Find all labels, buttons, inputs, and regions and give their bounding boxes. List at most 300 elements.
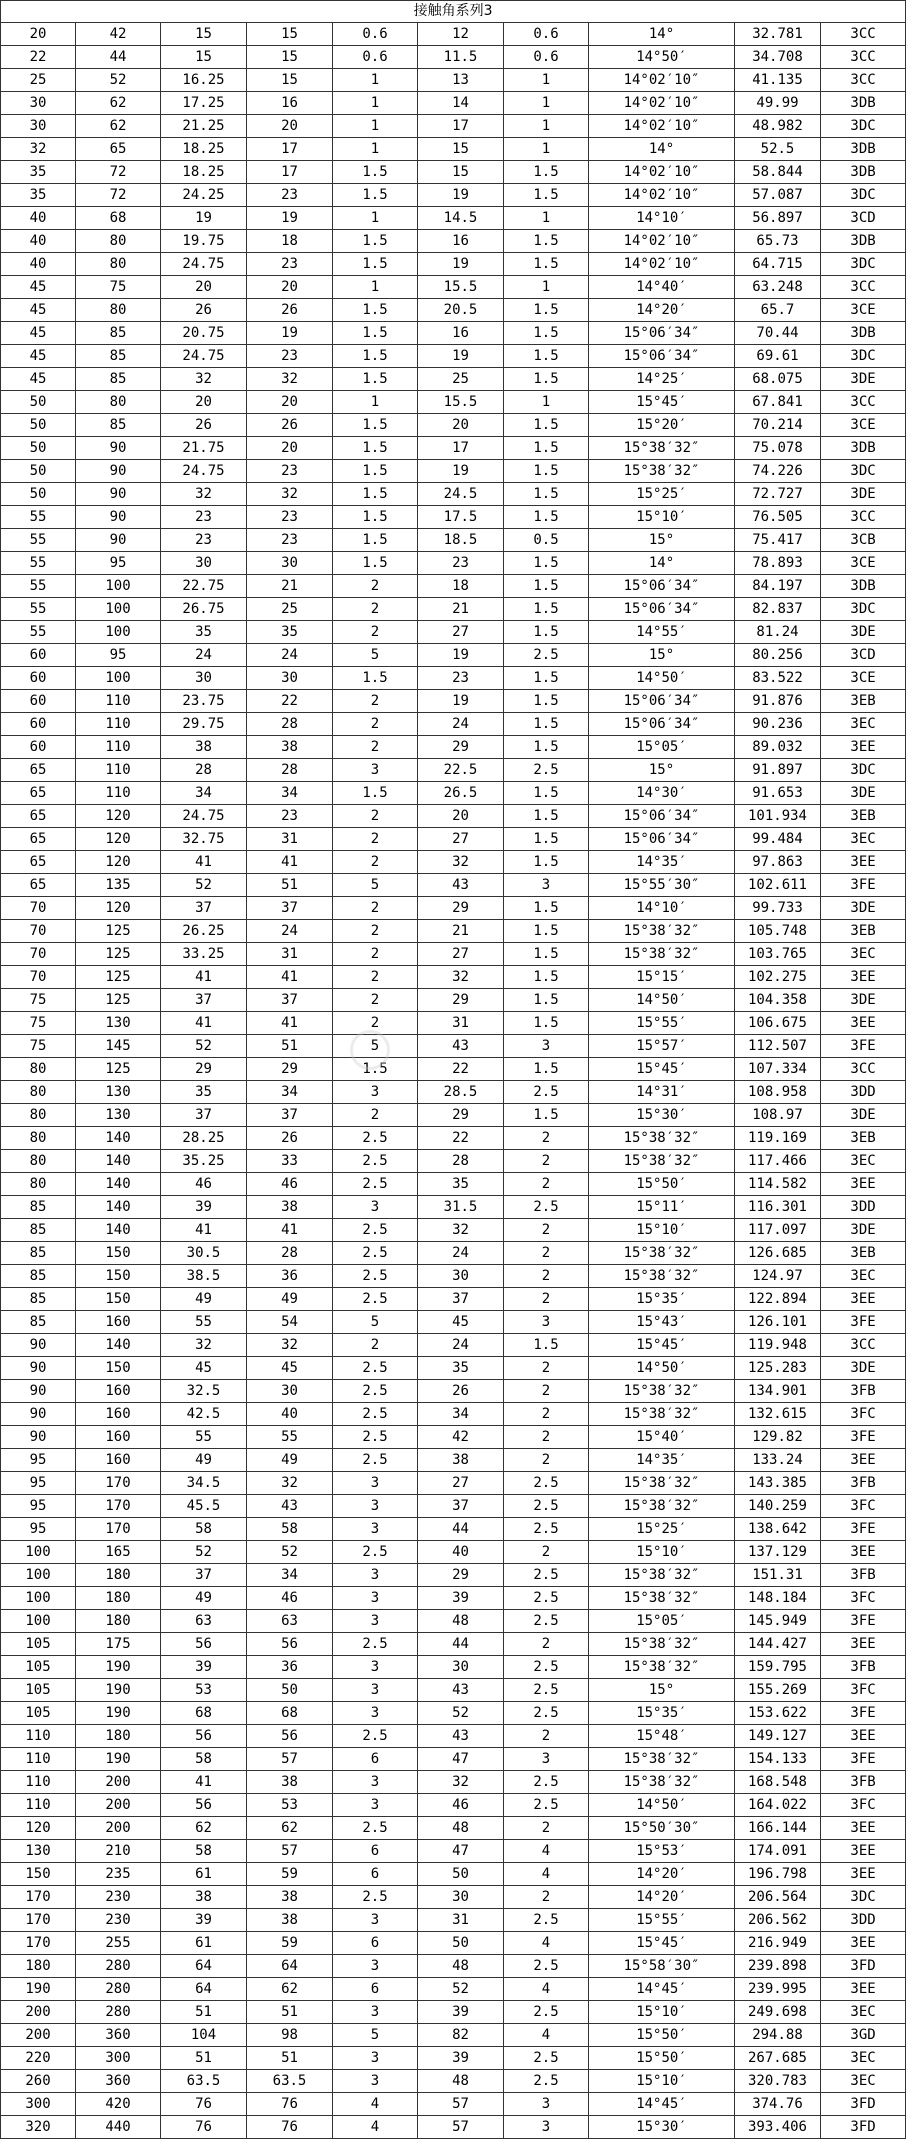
table-cell-col-7: 3 [504,2116,589,2139]
table-cell-col-10: 3CE [821,552,906,575]
table-cell-col-9: 126.101 [735,1311,821,1334]
table-cell-col-2: 85 [76,345,161,368]
table-row [1,1265,906,1288]
table-cell-col-9: 107.334 [735,1058,821,1081]
table-cell-col-8: 15°38′32″ [589,1150,735,1173]
table-row [1,1794,906,1817]
table-cell-col-9: 249.698 [735,2001,821,2024]
table-cell-col-2: 280 [76,1978,161,2001]
table-cell-col-7: 2 [504,1150,589,1173]
table-cell-col-5: 4 [333,2093,418,2116]
table-cell-col-8: 15°55′ [589,1909,735,1932]
table-cell-col-9: 91.876 [735,690,821,713]
table-cell-col-7: 1.5 [504,575,589,598]
table-cell-col-9: 166.144 [735,1817,821,1840]
table-cell-col-2: 85 [76,322,161,345]
table-cell-col-7: 4 [504,1978,589,2001]
table-cell-col-1: 75 [1,1012,76,1035]
table-cell-col-10: 3DE [821,621,906,644]
table-cell-col-5: 3 [333,2001,418,2024]
table-cell-col-2: 420 [76,2093,161,2116]
table-row [1,184,906,207]
table-cell-col-2: 140 [76,1173,161,1196]
table-cell-col-4: 51 [247,2047,333,2070]
table-cell-col-5: 2 [333,828,418,851]
table-cell-col-2: 90 [76,506,161,529]
table-row [1,1748,906,1771]
table-cell-col-6: 32 [418,1771,504,1794]
table-row [1,2001,906,2024]
table-row [1,667,906,690]
table-cell-col-9: 143.385 [735,1472,821,1495]
table-cell-col-3: 34 [161,782,247,805]
table-cell-col-5: 0.6 [333,46,418,69]
table-cell-col-6: 19 [418,345,504,368]
table-cell-col-2: 300 [76,2047,161,2070]
table-cell-col-8: 14°02′10″ [589,161,735,184]
table-cell-col-3: 23 [161,529,247,552]
table-cell-col-1: 60 [1,713,76,736]
table-cell-col-10: 3DB [821,230,906,253]
table-cell-col-7: 2.5 [504,1196,589,1219]
table-cell-col-2: 160 [76,1380,161,1403]
table-cell-col-6: 31 [418,1909,504,1932]
table-cell-col-9: 239.898 [735,1955,821,1978]
table-cell-col-3: 49 [161,1288,247,1311]
table-cell-col-10: 3CC [821,1058,906,1081]
table-cell-col-10: 3DE [821,368,906,391]
table-cell-col-7: 2.5 [504,1564,589,1587]
table-cell-col-1: 170 [1,1909,76,1932]
table-cell-col-9: 206.564 [735,1886,821,1909]
table-cell-col-9: 68.075 [735,368,821,391]
table-cell-col-8: 15°20′ [589,414,735,437]
table-cell-col-6: 22 [418,1058,504,1081]
table-cell-col-10: 3DC [821,253,906,276]
table-cell-col-9: 65.7 [735,299,821,322]
table-cell-col-4: 20 [247,391,333,414]
table-cell-col-2: 160 [76,1426,161,1449]
table-cell-col-10: 3FE [821,1035,906,1058]
table-cell-col-9: 91.653 [735,782,821,805]
table-cell-col-2: 110 [76,713,161,736]
table-cell-col-2: 95 [76,644,161,667]
table-cell-col-5: 3 [333,2047,418,2070]
table-cell-col-7: 1.5 [504,483,589,506]
table-cell-col-2: 170 [76,1495,161,1518]
table-cell-col-6: 22.5 [418,759,504,782]
table-row [1,1035,906,1058]
table-cell-col-7: 2.5 [504,2070,589,2093]
table-cell-col-7: 1.5 [504,506,589,529]
table-cell-col-2: 180 [76,1610,161,1633]
table-cell-col-1: 170 [1,1886,76,1909]
table-cell-col-1: 80 [1,1081,76,1104]
table-cell-col-8: 14°02′10″ [589,92,735,115]
table-cell-col-8: 15°06′34″ [589,828,735,851]
table-cell-col-9: 374.76 [735,2093,821,2116]
table-row [1,874,906,897]
table-cell-col-4: 51 [247,874,333,897]
table-cell-col-8: 15°25′ [589,483,735,506]
table-cell-col-7: 1.5 [504,690,589,713]
table-cell-col-3: 41 [161,1219,247,1242]
table-cell-col-2: 42 [76,23,161,46]
table-cell-col-10: 3CC [821,1334,906,1357]
table-cell-col-8: 15°38′32″ [589,1564,735,1587]
table-cell-col-3: 52 [161,1541,247,1564]
table-cell-col-10: 3CC [821,23,906,46]
table-cell-col-4: 53 [247,1794,333,1817]
table-cell-col-1: 300 [1,2093,76,2116]
table-cell-col-1: 80 [1,1173,76,1196]
table-cell-col-4: 38 [247,1886,333,1909]
table-cell-col-7: 2.5 [504,1679,589,1702]
table-cell-col-5: 6 [333,1978,418,2001]
table-cell-col-10: 3EE [821,1932,906,1955]
table-row [1,920,906,943]
table-cell-col-5: 6 [333,1932,418,1955]
table-cell-col-6: 50 [418,1863,504,1886]
table-cell-col-8: 15°38′32″ [589,920,735,943]
table-cell-col-1: 80 [1,1058,76,1081]
table-row [1,1081,906,1104]
table-cell-col-4: 35 [247,621,333,644]
table-cell-col-7: 2 [504,1426,589,1449]
table-cell-col-8: 15°10′ [589,2001,735,2024]
table-cell-col-1: 75 [1,989,76,1012]
table-row [1,1495,906,1518]
table-cell-col-4: 15 [247,46,333,69]
table-cell-col-5: 2.5 [333,1886,418,1909]
table-cell-col-1: 110 [1,1771,76,1794]
table-cell-col-6: 29 [418,897,504,920]
table-cell-col-9: 154.133 [735,1748,821,1771]
table-cell-col-1: 100 [1,1610,76,1633]
table-cell-col-2: 130 [76,1104,161,1127]
table-row [1,1357,906,1380]
table-cell-col-9: 125.283 [735,1357,821,1380]
table-cell-col-1: 200 [1,2024,76,2047]
table-cell-col-10: 3FC [821,1403,906,1426]
table-cell-col-6: 30 [418,1656,504,1679]
table-cell-col-7: 2.5 [504,1955,589,1978]
table-cell-col-7: 2.5 [504,1081,589,1104]
table-cell-col-4: 28 [247,713,333,736]
table-cell-col-3: 38 [161,736,247,759]
table-cell-col-2: 95 [76,552,161,575]
table-cell-col-7: 2 [504,1541,589,1564]
table-cell-col-1: 75 [1,1035,76,1058]
table-cell-col-9: 41.135 [735,69,821,92]
table-row [1,322,906,345]
table-cell-col-9: 83.522 [735,667,821,690]
table-cell-col-6: 15 [418,161,504,184]
table-cell-col-3: 53 [161,1679,247,1702]
table-cell-col-6: 27 [418,828,504,851]
table-cell-col-2: 100 [76,598,161,621]
table-cell-col-4: 57 [247,1748,333,1771]
table-cell-col-4: 26 [247,1127,333,1150]
table-cell-col-4: 28 [247,1242,333,1265]
table-cell-col-9: 137.129 [735,1541,821,1564]
table-cell-col-10: 3CC [821,506,906,529]
table-cell-col-6: 22 [418,1127,504,1150]
table-cell-col-2: 165 [76,1541,161,1564]
table-cell-col-5: 3 [333,1564,418,1587]
table-row [1,46,906,69]
table-row [1,1150,906,1173]
table-cell-col-4: 37 [247,897,333,920]
table-cell-col-6: 32 [418,966,504,989]
table-cell-col-2: 230 [76,1886,161,1909]
table-cell-col-5: 1.5 [333,437,418,460]
table-row [1,1449,906,1472]
table-cell-col-7: 0.5 [504,529,589,552]
table-row [1,161,906,184]
table-cell-col-8: 14°25′ [589,368,735,391]
table-cell-col-10: 3CC [821,276,906,299]
table-cell-col-9: 117.097 [735,1219,821,1242]
table-cell-col-5: 2 [333,897,418,920]
table-cell-col-5: 2 [333,736,418,759]
table-cell-col-3: 37 [161,897,247,920]
table-cell-col-9: 133.24 [735,1449,821,1472]
table-row [1,2047,906,2070]
table-cell-col-8: 15°45′ [589,1334,735,1357]
table-cell-col-6: 19 [418,184,504,207]
table-cell-col-7: 4 [504,1840,589,1863]
table-cell-col-2: 62 [76,115,161,138]
table-cell-col-5: 2.5 [333,1219,418,1242]
table-cell-col-4: 18 [247,230,333,253]
table-cell-col-8: 15°05′ [589,736,735,759]
table-cell-col-6: 47 [418,1748,504,1771]
table-cell-col-3: 42.5 [161,1403,247,1426]
table-cell-col-5: 1 [333,138,418,161]
table-cell-col-3: 49 [161,1587,247,1610]
table-cell-col-7: 1 [504,138,589,161]
table-cell-col-5: 1.5 [333,345,418,368]
table-cell-col-1: 80 [1,1150,76,1173]
table-cell-col-2: 90 [76,483,161,506]
table-cell-col-7: 1 [504,92,589,115]
table-cell-col-6: 39 [418,2047,504,2070]
table-row [1,1610,906,1633]
table-cell-col-8: 14°20′ [589,299,735,322]
table-cell-col-2: 125 [76,920,161,943]
table-cell-col-8: 14°45′ [589,1978,735,2001]
table-cell-col-6: 37 [418,1495,504,1518]
table-cell-col-3: 26.75 [161,598,247,621]
table-cell-col-5: 3 [333,759,418,782]
table-cell-col-10: 3FC [821,1587,906,1610]
table-cell-col-6: 38 [418,1449,504,1472]
table-cell-col-3: 26 [161,299,247,322]
table-cell-col-3: 55 [161,1426,247,1449]
table-cell-col-8: 15°11′ [589,1196,735,1219]
table-cell-col-9: 148.184 [735,1587,821,1610]
table-cell-col-5: 2 [333,575,418,598]
table-cell-col-2: 120 [76,805,161,828]
table-row [1,391,906,414]
table-cell-col-10: 3CC [821,69,906,92]
table-cell-col-3: 38 [161,1886,247,1909]
table-cell-col-6: 19 [418,253,504,276]
table-cell-col-5: 6 [333,1863,418,1886]
table-cell-col-10: 3FE [821,1311,906,1334]
table-cell-col-7: 1.5 [504,1334,589,1357]
table-cell-col-2: 190 [76,1702,161,1725]
table-cell-col-8: 15°38′32″ [589,1633,735,1656]
table-cell-col-3: 28.25 [161,1127,247,1150]
table-cell-col-3: 30.5 [161,1242,247,1265]
table-cell-col-7: 2.5 [504,1702,589,1725]
table-cell-col-7: 2 [504,1633,589,1656]
table-cell-col-5: 2.5 [333,1426,418,1449]
table-cell-col-6: 24.5 [418,483,504,506]
table-cell-col-10: 3CE [821,299,906,322]
table-cell-col-4: 23 [247,805,333,828]
table-cell-col-1: 320 [1,2116,76,2139]
table-cell-col-2: 150 [76,1242,161,1265]
table-cell-col-7: 1.5 [504,598,589,621]
table-cell-col-9: 89.032 [735,736,821,759]
table-cell-col-7: 1.5 [504,1104,589,1127]
table-cell-col-6: 35 [418,1173,504,1196]
table-row [1,23,906,46]
table-cell-col-9: 64.715 [735,253,821,276]
table-cell-col-3: 35.25 [161,1150,247,1173]
table-cell-col-3: 41 [161,966,247,989]
table-row [1,2116,906,2139]
table-cell-col-7: 2.5 [504,1472,589,1495]
table-cell-col-2: 110 [76,759,161,782]
table-cell-col-4: 51 [247,1035,333,1058]
table-cell-col-10: 3EE [821,1863,906,1886]
table-cell-col-7: 2.5 [504,1518,589,1541]
table-cell-col-4: 57 [247,1840,333,1863]
table-cell-col-6: 20.5 [418,299,504,322]
table-cell-col-7: 1.5 [504,230,589,253]
table-cell-col-4: 23 [247,460,333,483]
table-cell-col-6: 13 [418,69,504,92]
table-cell-col-9: 320.783 [735,2070,821,2093]
table-cell-col-5: 2 [333,805,418,828]
table-cell-col-1: 80 [1,1104,76,1127]
table-cell-col-2: 80 [76,230,161,253]
table-cell-col-9: 393.406 [735,2116,821,2139]
table-cell-col-5: 1.5 [333,368,418,391]
table-cell-col-7: 1 [504,115,589,138]
table-cell-col-5: 1.5 [333,299,418,322]
table-cell-col-6: 17 [418,437,504,460]
table-cell-col-5: 3 [333,1495,418,1518]
table-cell-col-4: 33 [247,1150,333,1173]
table-cell-col-5: 1.5 [333,460,418,483]
table-cell-col-6: 14.5 [418,207,504,230]
table-cell-col-2: 180 [76,1587,161,1610]
table-cell-col-3: 21.25 [161,115,247,138]
table-cell-col-10: 3DE [821,1357,906,1380]
table-cell-col-3: 33.25 [161,943,247,966]
table-cell-col-7: 2 [504,1357,589,1380]
table-cell-col-4: 23 [247,253,333,276]
table-cell-col-3: 28 [161,759,247,782]
table-cell-col-4: 19 [247,207,333,230]
table-cell-col-3: 52 [161,1035,247,1058]
table-cell-col-7: 2 [504,1449,589,1472]
table-cell-col-8: 14°02′10″ [589,184,735,207]
table-cell-col-5: 3 [333,1610,418,1633]
table-cell-col-2: 200 [76,1771,161,1794]
table-cell-col-6: 19 [418,644,504,667]
table-cell-col-4: 38 [247,736,333,759]
table-cell-col-6: 48 [418,1610,504,1633]
table-row [1,1679,906,1702]
table-cell-col-7: 2 [504,1265,589,1288]
table-cell-col-3: 35 [161,1081,247,1104]
table-cell-col-7: 3 [504,1748,589,1771]
table-row [1,759,906,782]
table-cell-col-8: 14°50′ [589,989,735,1012]
table-cell-col-6: 24 [418,1242,504,1265]
table-cell-col-8: 15°30′ [589,1104,735,1127]
table-cell-col-1: 60 [1,667,76,690]
table-cell-col-5: 5 [333,644,418,667]
table-row [1,1702,906,1725]
table-cell-col-9: 117.466 [735,1150,821,1173]
table-cell-col-1: 95 [1,1518,76,1541]
table-cell-col-10: 3FC [821,1794,906,1817]
table-cell-col-9: 99.484 [735,828,821,851]
table-cell-col-1: 120 [1,1817,76,1840]
table-cell-col-3: 56 [161,1725,247,1748]
table-cell-col-8: 15°50′30″ [589,1817,735,1840]
table-cell-col-8: 14°20′ [589,1863,735,1886]
table-cell-col-1: 110 [1,1748,76,1771]
table-cell-col-1: 100 [1,1564,76,1587]
table-cell-col-3: 41 [161,1012,247,1035]
table-cell-col-5: 1.5 [333,667,418,690]
table-row [1,989,906,1012]
table-cell-col-1: 45 [1,345,76,368]
table-cell-col-10: 3DC [821,598,906,621]
table-cell-col-4: 30 [247,552,333,575]
table-cell-col-1: 45 [1,322,76,345]
table-cell-col-6: 32 [418,851,504,874]
table-cell-col-9: 58.844 [735,161,821,184]
table-row [1,1886,906,1909]
table-cell-col-3: 30 [161,667,247,690]
table-cell-col-7: 1.5 [504,713,589,736]
table-cell-col-6: 19 [418,460,504,483]
table-cell-col-8: 15°06′34″ [589,345,735,368]
table-cell-col-8: 15°38′32″ [589,1265,735,1288]
table-cell-col-1: 105 [1,1656,76,1679]
table-cell-col-10: 3FB [821,1564,906,1587]
table-cell-col-3: 76 [161,2116,247,2139]
table-row [1,690,906,713]
table-cell-col-8: 15°50′ [589,2024,735,2047]
table-cell-col-8: 15°38′32″ [589,1587,735,1610]
table-cell-col-2: 200 [76,1794,161,1817]
table-cell-col-4: 32 [247,483,333,506]
table-cell-col-1: 190 [1,1978,76,2001]
table-cell-col-3: 45.5 [161,1495,247,1518]
table-cell-col-3: 19.75 [161,230,247,253]
table-cell-col-4: 56 [247,1633,333,1656]
